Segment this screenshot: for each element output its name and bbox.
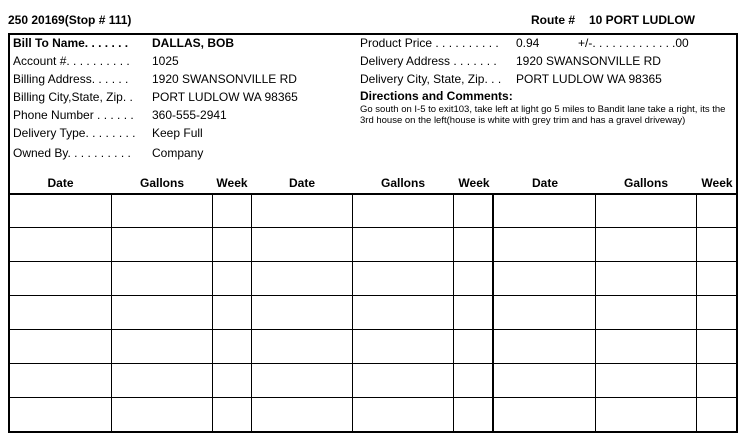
price-adjust-value: .00 <box>672 36 689 50</box>
col-date-1: Date <box>47 176 74 190</box>
route-label: Route # <box>531 13 576 27</box>
phone-label: Phone Number . . . . . . <box>13 108 134 122</box>
grid-col-line <box>352 193 353 432</box>
directions-text: Go south on I-5 to exit103, take left at light go 5 miles to Bandit lane take a right, its the 3rd house on the left(house is white with grey trim and has a gravel driveway) <box>360 104 726 126</box>
col-week-2: Week <box>458 176 490 190</box>
billing-city-value: PORT LUDLOW WA 98365 <box>152 90 298 104</box>
product-price-label: Product Price . . . . . . . . . . <box>360 36 499 50</box>
record-header: 250 20169(Stop # 111) <box>8 13 132 27</box>
grid-col-line <box>111 193 112 432</box>
grid-group-divider <box>492 193 494 432</box>
directions-title: Directions and Comments: <box>360 89 513 103</box>
product-price-value: 0.94 <box>516 36 540 50</box>
col-gallons-1: Gallons <box>139 176 184 190</box>
grid-col-line <box>453 193 454 432</box>
grid-col-line <box>251 193 252 432</box>
grid-row-line <box>10 363 736 364</box>
delivery-city-label: Delivery City, State, Zip. . . <box>360 72 502 86</box>
grid-row-line <box>10 397 736 398</box>
col-date-3: Date <box>531 176 558 190</box>
route-value: 10 PORT LUDLOW <box>589 13 696 27</box>
billing-city-label: Billing City,State, Zip. . <box>13 90 133 104</box>
delivery-address-label: Delivery Address . . . . . . . <box>360 54 497 68</box>
grid-col-line <box>212 193 213 432</box>
billing-address-value: 1920 SWANSONVILLE RD <box>152 72 297 86</box>
grid-col-line <box>696 193 697 432</box>
account-value: 1025 <box>152 54 179 68</box>
account-label: Account #. . . . . . . . . . <box>13 54 130 68</box>
grid-col-line <box>595 193 596 432</box>
billing-address-label: Billing Address. . . . . . <box>13 72 129 86</box>
grid-top-line <box>10 193 736 195</box>
col-week-1: Week <box>216 176 248 190</box>
delivery-type-value: Keep Full <box>152 126 203 140</box>
price-adjust-label: +/-. . . . . . . . . . . . <box>578 36 670 50</box>
bill-to-label: Bill To Name. . . . . . . <box>13 36 129 50</box>
phone-value: 360-555-2941 <box>152 108 227 122</box>
col-week-3: Week <box>701 176 733 190</box>
bill-to-value: DALLAS, BOB <box>152 36 234 50</box>
col-gallons-3: Gallons <box>623 176 668 190</box>
grid-row-line <box>10 295 736 296</box>
delivery-type-label: Delivery Type. . . . . . . . <box>13 126 136 140</box>
owned-by-value: Company <box>152 146 204 160</box>
delivery-address-value: 1920 SWANSONVILLE RD <box>516 54 661 68</box>
grid-row-line <box>10 329 736 330</box>
grid-row-line <box>10 261 736 262</box>
col-date-2: Date <box>288 176 315 190</box>
owned-by-label: Owned By. . . . . . . . . . <box>13 146 131 160</box>
delivery-city-value: PORT LUDLOW WA 98365 <box>516 72 662 86</box>
grid-row-line <box>10 227 736 228</box>
col-gallons-2: Gallons <box>380 176 425 190</box>
